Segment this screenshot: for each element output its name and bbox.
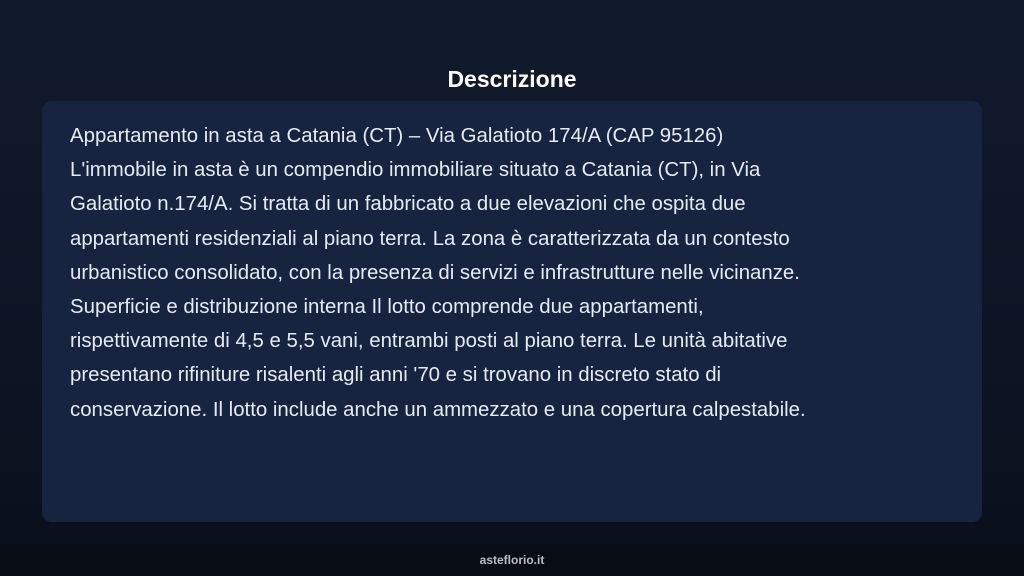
description-text: Appartamento in asta a Catania (CT) – Via Galatioto 174/A (CAP 95126) L'immobile in asta è un compendio immobiliare situato a Catania (CT), in Via Galatioto n.174/A. Si tratta di un fabbricato a due elevazioni che ospita due appartamenti residenziali al piano terra. La zona è caratterizzata da un contesto urbanistico consolidato, con la presenza di servizi e infrastrutture nelle vicinanze. Superficie e distribuzione interna Il lotto comprende due appartamenti, rispettivamente di 4,5 e 5,5 vani, entrambi posti al piano terra. Le unità abitative presentano rifiniture risalenti agli anni '70 e si trovano in discreto stato di conservazione. Il lotto include anche un ammezzato e una copertura calpestabile. xyxy=(70,125,806,421)
footer-bar xyxy=(0,544,1024,576)
footer-site: asteflorio.it xyxy=(479,553,545,567)
description-card xyxy=(42,101,982,522)
page-title: Descrizione xyxy=(447,66,577,93)
